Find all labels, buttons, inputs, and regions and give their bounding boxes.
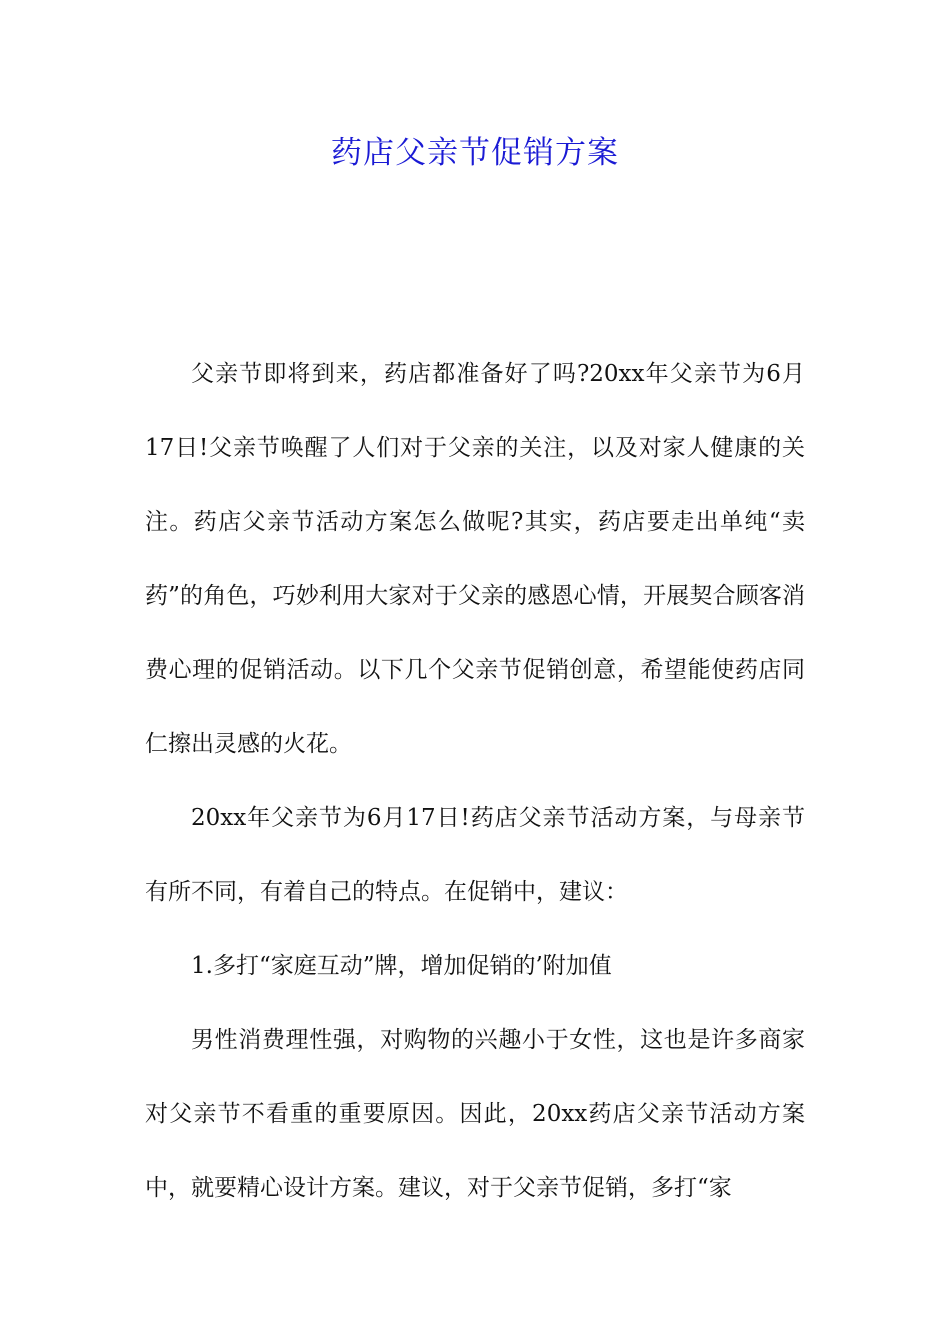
page-title: 药店父亲节促销方案 [331, 135, 619, 171]
section-heading-1: 1.多打“家庭互动”牌，增加促销的’附加值 [191, 953, 612, 979]
document-body [145, 337, 805, 1225]
paragraph-intro: 父亲节即将到来，药店都准备好了吗?20xx年父亲节为6月17日!父亲节唤醒了人们对于父亲的关注，以及对家人健康的关注。药店父亲节活动方案怎么做呢?其实，药店要走出单纯“卖药”的角色，巧妙利用大家对于父亲的感恩心情，开展契合顾客消费心理的促销活动。以下几个父亲节促销创意，希望能使药店同仁擦出灵感的火花。 [145, 361, 805, 757]
paragraph-section-1: 男性消费理性强，对购物的兴趣小于女性，这也是许多商家对父亲节不看重的重要原因。因此，20xx药店父亲节活动方案中，就要精心设计方案。建议，对于父亲节促销，多打“家 [145, 1027, 805, 1201]
paragraph-date-note: 20xx年父亲节为6月17日!药店父亲节活动方案，与母亲节有所不同，有着自己的特点。在促销中，建议： [145, 805, 805, 905]
